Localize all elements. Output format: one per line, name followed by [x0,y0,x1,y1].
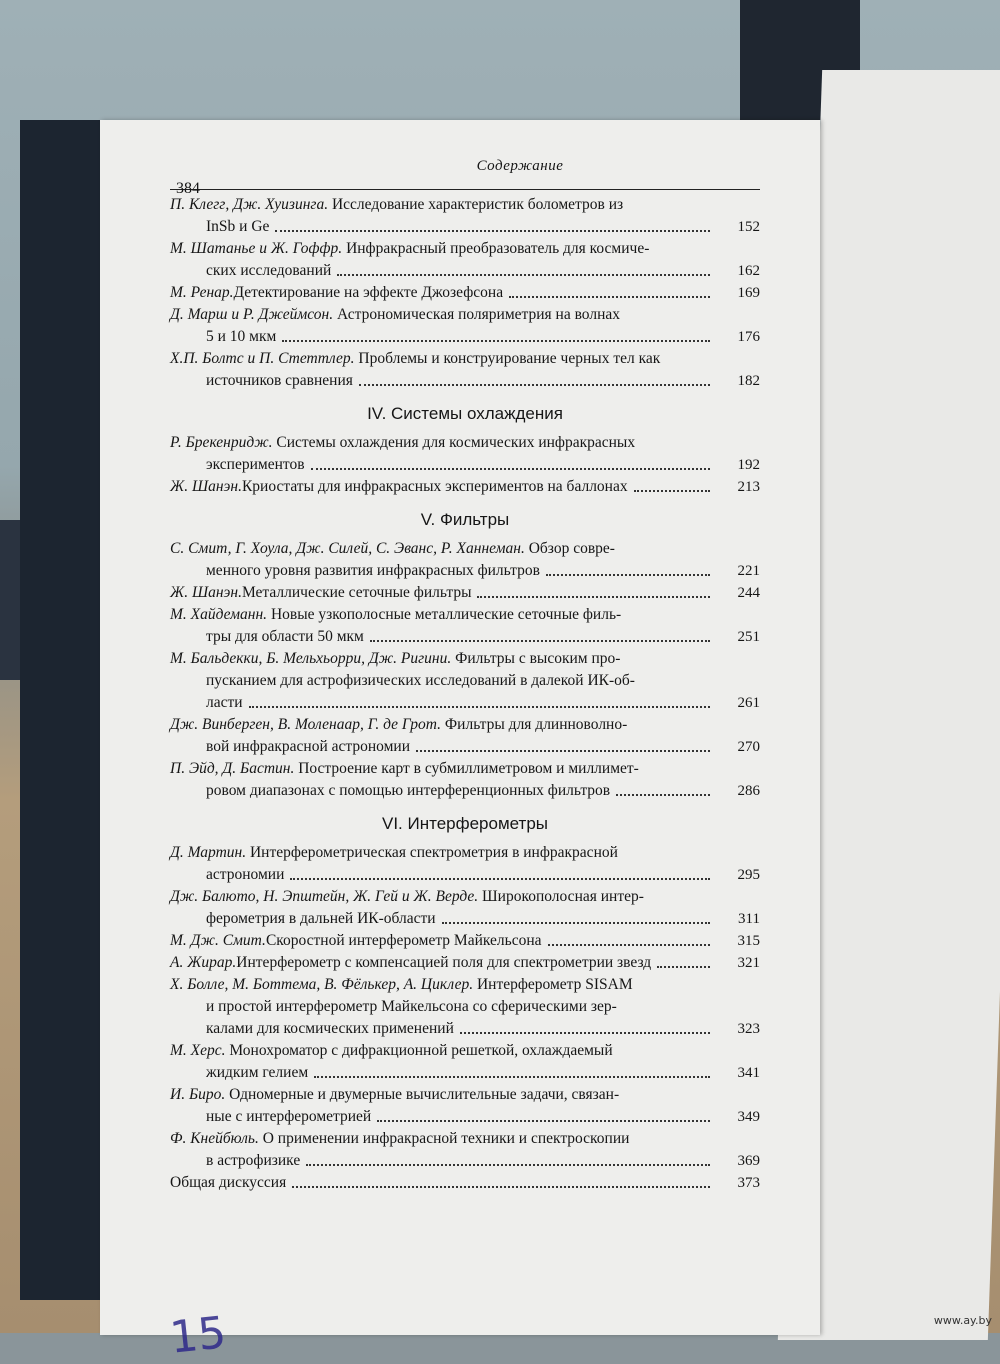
toc-entry [170,648,760,714]
watermark: www.ay.by [933,1314,992,1327]
entry-title: Металлические сеточные фильтры [241,584,472,601]
entry-author: М. Шатанье и Ж. Гоффр. [170,240,343,257]
section-title: IV. Системы охлаждения [367,404,563,423]
table-of-contents [170,194,760,1194]
section-title: VI. Интерферометры [381,814,548,833]
toc-entry [170,974,760,1040]
entry-page-number: 251 [737,629,760,645]
toc-entry [170,238,760,282]
entry-continuation: и простой интерферометр Майкельсона со сферическими зер- [206,998,617,1015]
entry-title: Интерферометрическая спектрометрия в инфракрасной [249,844,618,861]
entry-page-number: 341 [737,1065,760,1081]
entry-first-line [170,952,716,974]
leader-dots [546,560,710,576]
entry-author: Д. Марш и Р. Джеймсон. [170,306,334,323]
leader-dots [314,1062,710,1078]
toc-entry [170,282,760,304]
entry-title: Проблемы и конструирование черных тел как [358,350,661,367]
toc-entry [170,304,760,348]
entry-continuation [170,370,716,392]
entry-author: М. Дж. Смит. [170,932,266,949]
entry-continuation-text: калами для космических применений [206,1020,454,1037]
entry-first-line [170,974,716,996]
entry-continuation-text: ные с интерферометрией [206,1108,372,1125]
entry-continuation [170,864,716,886]
entry-page-number: 244 [737,585,760,601]
book-page [100,120,820,1364]
running-head: Содержание [476,158,564,174]
entry-continuation-text: источников сравнения [206,372,353,389]
entry-continuation-text: жидким гелием [206,1064,309,1081]
entry-title: Монохроматор с дифракционной решеткой, охлаждаемый [229,1042,613,1059]
header-rule [170,189,760,190]
entry-first-line [170,842,716,864]
entry-continuation [170,626,716,648]
entry-first-line [170,348,716,370]
leader-dots [306,1150,710,1166]
entry-author: М. Бальдекки, Б. Мельхьорри, Дж. Ригини. [170,650,452,667]
entry-title: О применении инфракрасной техники и спектроскопии [262,1130,630,1147]
entry-continuation [170,1018,716,1040]
entry-continuation [170,1150,716,1172]
leader-dots [477,582,710,598]
entry-title: Фильтры для длинноволно- [444,716,628,733]
entry-page-number: 221 [737,563,760,579]
entry-first-line [170,930,716,952]
page-content [170,158,760,1194]
entry-title: Системы охлаждения для космических инфракрасных [276,434,636,451]
entry-first-line [170,432,716,454]
entry-title: Исследование характеристик болометров из [331,196,624,213]
entry-title: Фильтры с высоким про- [455,650,621,667]
entry-continuation [170,692,716,714]
toc-entry [170,1040,760,1084]
entry-continuation-text: экспериментов [206,456,305,473]
entry-page-number: 213 [737,479,760,495]
leader-dots [509,282,710,298]
entry-author: М. Ренар. [170,284,234,301]
entry-first-line [170,476,716,498]
handwritten-stamp: 15 [167,1307,229,1364]
entry-title: Интерферометр с компенсацией поля для спектрометрии звезд [236,954,652,971]
entry-author: Дж. Балюто, Н. Эпштейн, Ж. Гей и Ж. Верде. [170,888,479,905]
entry-page-number: 321 [737,955,760,971]
toc-entry [170,952,760,974]
toc-entry [170,842,760,886]
toc-entry [170,714,760,758]
entry-page-number: 369 [737,1153,760,1169]
entry-continuation [170,326,716,348]
entry-continuation-text: вой инфракрасной астрономии [206,738,411,755]
entry-continuation: пусканием для астрофизических исследований в далекой ИК-об- [206,672,635,689]
entry-page-number: 311 [738,911,760,927]
entry-first-line [170,604,716,626]
entry-title: Одномерные и двумерные вычислительные задачи, связан- [229,1086,620,1103]
leader-dots [442,908,710,924]
entry-continuation-text: менного уровня развития инфракрасных фильтров [206,562,540,579]
entry-first-line [170,648,716,670]
entry-title: Скоростной интерферометр Майкельсона [265,932,542,949]
toc-entry [170,432,760,476]
entry-first-line [170,1172,716,1194]
entry-continuation-text: ласти [206,694,243,711]
leader-dots [460,1018,710,1034]
entry-author: М. Херс. [170,1042,226,1059]
entry-continuation [170,1106,716,1128]
entry-author: А. Жирар. [170,954,237,971]
entry-continuation-text: InSb и Ge [206,218,270,235]
entry-first-line [170,582,716,604]
entry-title: Обзор совре- [528,540,615,557]
entry-page-number: 323 [737,1021,760,1037]
entry-author: П. Клегг, Дж. Хуизинга. [170,196,329,213]
leader-dots [290,864,710,880]
entry-continuation-text: в астрофизике [206,1152,301,1169]
entry-first-line [170,1084,716,1106]
entry-first-line [170,1128,716,1150]
entry-author: Р. Брекенридж. [170,434,273,451]
leader-dots [634,476,710,492]
entry-first-line [170,758,716,780]
book-cover-edge [20,120,110,1300]
entry-continuation [170,780,716,802]
leader-dots [337,260,710,276]
leader-dots [616,780,710,796]
toc-entry [170,1128,760,1172]
entry-continuation [170,736,716,758]
entry-author: И. Биро. [170,1086,226,1103]
toc-entry [170,886,760,930]
toc-entry [170,582,760,604]
toc-entry [170,604,760,648]
entry-first-line [170,238,716,260]
entry-page-number: 270 [737,739,760,755]
toc-entry [170,930,760,952]
entry-first-line [170,304,716,326]
toc-entry [170,194,760,238]
entry-author: Д. Мартин. [170,844,247,861]
entry-page-number: 176 [737,329,760,345]
entry-page-number: 286 [737,783,760,799]
entry-continuation [170,216,716,238]
entry-author: Ф. Кнейбюль. [170,1130,259,1147]
entry-first-line [170,194,716,216]
entry-author: Х. Болле, М. Боттема, В. Фёлькер, А. Циклер. [170,976,474,993]
entry-continuation [170,1062,716,1084]
entry-page-number: 261 [737,695,760,711]
entry-continuation [170,454,716,476]
entry-title: Детектирование на эффекте Джозефсона [233,284,504,301]
entry-title: Инфракрасный преобразователь для космиче- [346,240,650,257]
entry-first-line [170,714,716,736]
toc-entry [170,476,760,498]
leader-dots [416,736,710,752]
entry-title: Широкополосная интер- [482,888,644,905]
entry-page-number: 192 [737,457,760,473]
toc-entry [170,758,760,802]
entry-continuation-text: ских исследований [206,262,332,279]
leader-dots [657,952,710,968]
entry-page-number: 182 [737,373,760,389]
entry-author: С. Смит, Г. Хоула, Дж. Силей, С. Эванс, Р. Ханнеман. [170,540,525,557]
leader-dots [311,454,710,470]
entry-author: Ж. Шанэн. [170,584,242,601]
leader-dots [282,326,710,342]
leader-dots [292,1172,710,1188]
entry-page-number: 349 [737,1109,760,1125]
toc-entry [170,538,760,582]
toc-entry [170,348,760,392]
entry-author: Ж. Шанэн. [170,478,242,495]
entry-author: М. Хайдеманн. [170,606,268,623]
entry-continuation [170,260,716,282]
section-title: V. Фильтры [420,510,510,529]
entry-title: Астрономическая поляриметрия на волнах [336,306,620,323]
entry-page-number: 373 [737,1175,760,1191]
entry-title: Новые узкополосные металлические сеточные филь- [270,606,622,623]
entry-first-line [170,282,716,304]
page-number: 384 [176,180,200,197]
entry-author: Х.П. Болтс и П. Стеттлер. [170,350,355,367]
entry-continuation-text: ровом диапазонах с помощью интерференционных фильтров [206,782,611,799]
leader-dots [377,1106,710,1122]
entry-continuation [170,560,716,582]
entry-continuation-text: ферометрия в дальней ИК-области [206,910,436,927]
toc-entry [170,1084,760,1128]
entry-title: Криостаты для инфракрасных экспериментов на баллонах [241,478,628,495]
entry-title: Общая дискуссия [170,1174,287,1191]
entry-page-number: 295 [737,867,760,883]
entry-first-line [170,886,716,908]
entry-page-number: 169 [737,285,760,301]
entry-continuation-text: тры для области 50 мкм [206,628,364,645]
leader-dots [548,930,710,946]
entry-page-number: 152 [737,219,760,235]
entry-title: Интерферометр SISAM [476,976,633,993]
entry-continuation-text: астрономии [206,866,285,883]
entry-title: Построение карт в субмиллиметровом и миллимет- [298,760,639,777]
entry-continuation [170,908,716,930]
entry-author: Дж. Винберген, В. Моленаар, Г. де Грот. [170,716,442,733]
leader-dots [370,626,710,642]
entry-page-number: 162 [737,263,760,279]
entry-page-number: 315 [737,933,760,949]
entry-first-line [170,1040,716,1062]
entry-author: П. Эйд, Д. Бастин. [170,760,295,777]
entry-continuation-text: 5 и 10 мкм [206,328,277,345]
leader-dots [359,370,710,386]
leader-dots [249,692,710,708]
leader-dots [275,216,710,232]
entry-first-line [170,538,716,560]
toc-entry [170,1172,760,1194]
